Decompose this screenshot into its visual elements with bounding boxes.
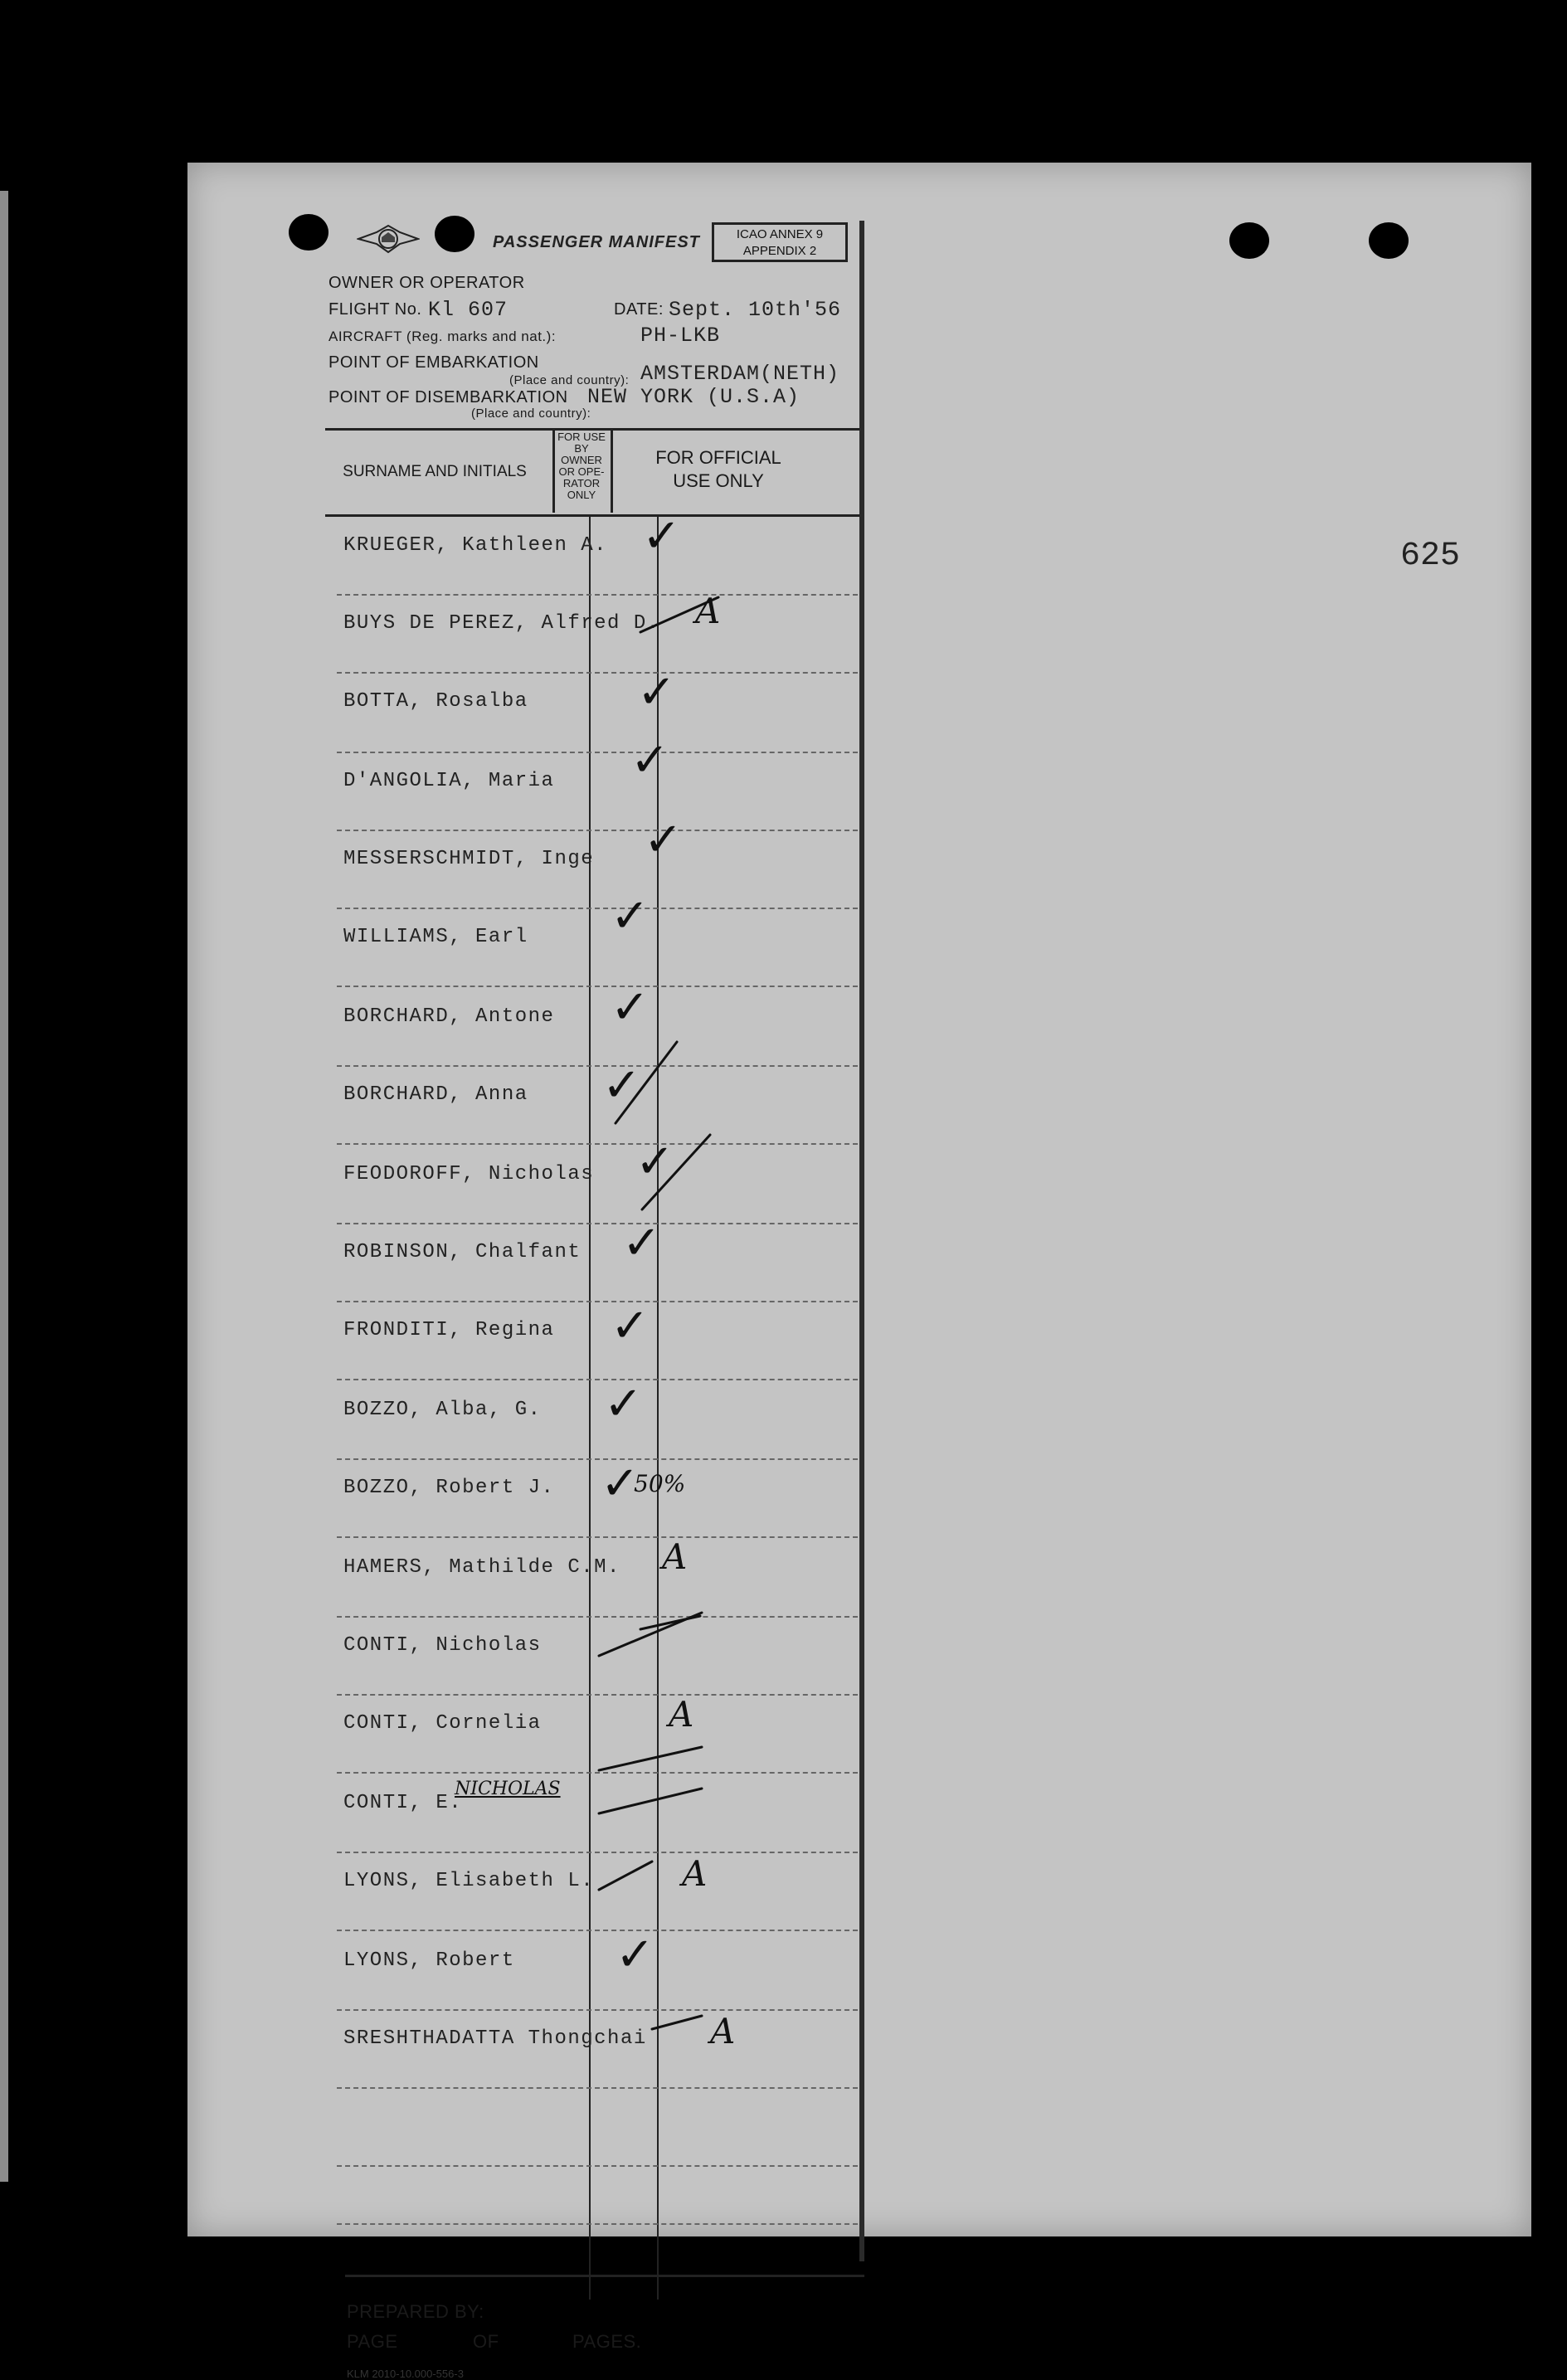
handwritten-note: NICHOLAS [455,1779,561,1799]
aircraft-registration: PH-LKB [640,324,721,348]
embarkation-label: POINT OF EMBARKATION [328,353,539,372]
punch-hole [1229,222,1269,259]
column-divider [552,430,555,513]
row-line [337,1616,858,1618]
check-mark: ✓ [635,1135,674,1189]
passenger-name: FRONDITI, Regina [343,1319,555,1341]
row-line [337,1536,858,1538]
handwritten-note: A [710,2011,736,2051]
check-mark: ✓ [642,509,681,563]
form-code: KLM 2010-10.000-556-3 [347,2368,464,2380]
passenger-name: BOZZO, Alba, G. [343,1399,542,1421]
embarkation-value: AMSTERDAM(NETH) [640,362,840,386]
passenger-name: LYONS, Elisabeth L. [343,1870,595,1892]
embarkation-sublabel: (Place and country): [509,373,630,387]
manifest-sheet [187,163,1531,2380]
row-line [337,2087,858,2089]
passenger-name: BOZZO, Robert J. [343,1477,555,1499]
row-line [337,1379,858,1380]
punch-hole [1369,222,1409,259]
punch-hole [289,214,328,251]
disembarkation-sublabel: (Place and country): [471,406,591,421]
date-label: DATE: [614,300,664,319]
row-line [337,830,858,831]
handwritten-note: A [695,591,721,631]
column-surname: SURNAME AND INITIALS [343,463,527,480]
check-mark: ✓ [604,1377,643,1431]
handwritten-note: 50% [634,1470,686,1497]
icao-appendix: APPENDIX 2 [742,244,817,258]
check-mark: ✓ [630,733,669,787]
date-value: Sept. 10th'56 [669,298,842,322]
passenger-name: SRESHTHADATTA Thongchai [343,2027,647,2050]
handwritten-note: A [682,1853,708,1894]
row-line [337,1930,858,1931]
passenger-name: BOTTA, Rosalba [343,690,528,713]
passenger-name: ROBINSON, Chalfant [343,1241,582,1263]
row-line [337,986,858,987]
check-mark: ✓ [622,1216,661,1270]
passenger-name: CONTI, Nicholas [343,1634,542,1657]
check-mark: ✓ [601,1457,640,1511]
check-mark: ✓ [611,889,650,943]
passenger-name: KRUEGER, Kathleen A. [343,534,608,557]
aircraft-label: AIRCRAFT (Reg. marks and nat.): [328,329,557,344]
form-right-border [859,221,864,2261]
punch-hole [435,216,474,252]
owner-label: OWNER OR OPERATOR [328,274,525,292]
disembarkation-prefix: NEW [587,385,628,409]
row-line [337,1458,858,1460]
icao-annex: ICAO ANNEX 9 [736,227,824,241]
column-official-use: FOR OFFICIAL USE ONLY [655,447,781,491]
row-line [337,1223,858,1224]
passenger-name: HAMERS, Mathilde C.M. [343,1556,620,1579]
passenger-name: BORCHARD, Antone [343,1005,555,1028]
row-line [337,2165,858,2167]
row-line [337,1143,858,1145]
flight-label: FLIGHT No. [328,300,422,319]
pages-label: PAGES. [572,2331,642,2352]
disembarkation-label: POINT OF DISEMBARKATION [328,388,568,406]
page-number: 625 [1400,538,1461,575]
row-line [337,1694,858,1696]
handwritten-note: A [662,1536,688,1577]
row-line [337,672,858,674]
check-mark: ✓ [616,1928,655,1982]
row-line [337,1301,858,1302]
page-label: PAGE [347,2331,398,2352]
column-head-divider [325,514,863,517]
flight-number: Kl 607 [428,298,509,322]
disembarkation-value: YORK (U.S.A) [640,385,801,409]
of-label: OF [473,2331,499,2352]
row-line [337,1852,858,1853]
row-line [337,1772,858,1774]
passenger-name: LYONS, Robert [343,1949,515,1972]
klm-crown-logo-icon [357,219,420,259]
row-line [337,2009,858,2011]
icao-reference-box [712,222,848,262]
passenger-name: CONTI, Cornelia [343,1712,542,1735]
table-bottom-rule [345,2275,864,2277]
passenger-name: D'ANGOLIA, Maria [343,770,555,792]
prepared-by-label: PREPARED BY: [347,2301,484,2322]
row-line [337,1065,858,1067]
row-line [337,2223,858,2225]
passenger-name: BUYS DE PEREZ, Alfred D. [343,612,660,635]
check-mark: ✓ [637,665,676,719]
check-mark: ✓ [611,981,650,1034]
check-mark: ✓ [602,1059,641,1112]
passenger-name: BORCHARD, Anna [343,1083,528,1106]
passenger-name: FEODOROFF, Nicholas [343,1163,595,1185]
passenger-name: MESSERSCHMIDT, Inge [343,848,595,870]
row-line [337,752,858,753]
form-title: PASSENGER MANIFEST [493,233,700,251]
column-divider [611,430,613,513]
column-owner-use: FOR USE BY OWNER OR OPE-RATOR ONLY [557,431,606,501]
check-mark: ✓ [644,813,683,867]
row-line [337,908,858,909]
passenger-name: CONTI, E. [343,1792,463,1814]
passenger-name: WILLIAMS, Earl [343,926,528,948]
row-line [337,594,858,596]
handwritten-note: A [669,1694,694,1735]
scanner-edge [0,191,8,2182]
check-mark: ✓ [611,1299,650,1353]
